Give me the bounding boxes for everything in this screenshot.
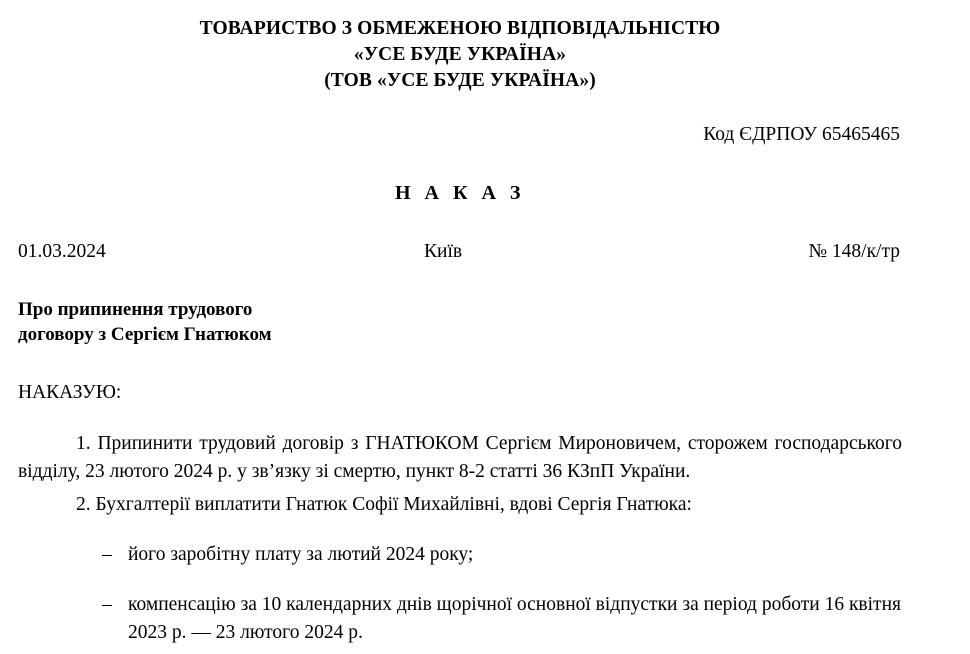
organization-name-line-2: «УСЕ БУДЕ УКРАЇНА» [353, 43, 567, 65]
document-subject-line-1: Про припинення трудового [18, 298, 253, 320]
edrpou-code: Код ЄДРПОУ 65465465 [703, 123, 900, 145]
document-city: Київ [424, 240, 463, 262]
list-item-text: компенсацію за 10 календарних днів щорічної основної відпустки за період роботи 16 квітня 2023 р. — 23 лютого 2024 р. [128, 594, 901, 644]
document-title: Н А К А З [394, 181, 525, 204]
document-meta-row [18, 241, 902, 263]
command-word: НАКАЗУЮ: [18, 382, 122, 404]
organization-name-line-3: (ТОВ «УСЕ БУДЕ УКРАЇНА») [324, 69, 596, 91]
dash-icon: – [102, 543, 112, 565]
list-item-text: його заробітну плату за лютий 2024 року; [128, 543, 474, 565]
order-paragraph-2: 2. Бухгалтерії виплатити Гнатюк Софії Михайлівні, вдові Сергія Гнатюка: [76, 493, 692, 515]
organization-header [18, 14, 902, 94]
list-item [18, 541, 902, 569]
list-item [18, 591, 902, 648]
order-paragraph-1: 1. Припинити трудовий договір з ГНАТЮКОМ Сергієм Мироновичем, сторожем господарського відділу, 23 лютого 2024 р. у зв’язку зі смертю, пункт 8-2 статті 36 КЗпП України. [18, 433, 902, 483]
document-number: № 148/к/тр [808, 240, 900, 262]
dash-icon: – [102, 594, 112, 616]
document-subject-line-2: договору з Сергієм Гнатюком [18, 324, 272, 346]
organization-name-line-1: ТОВАРИСТВО З ОБМЕЖЕНОЮ ВІДПОВІДАЛЬНІСТЮ [199, 18, 721, 39]
document-subject [18, 297, 902, 348]
document-date: 01.03.2024 [18, 240, 106, 262]
